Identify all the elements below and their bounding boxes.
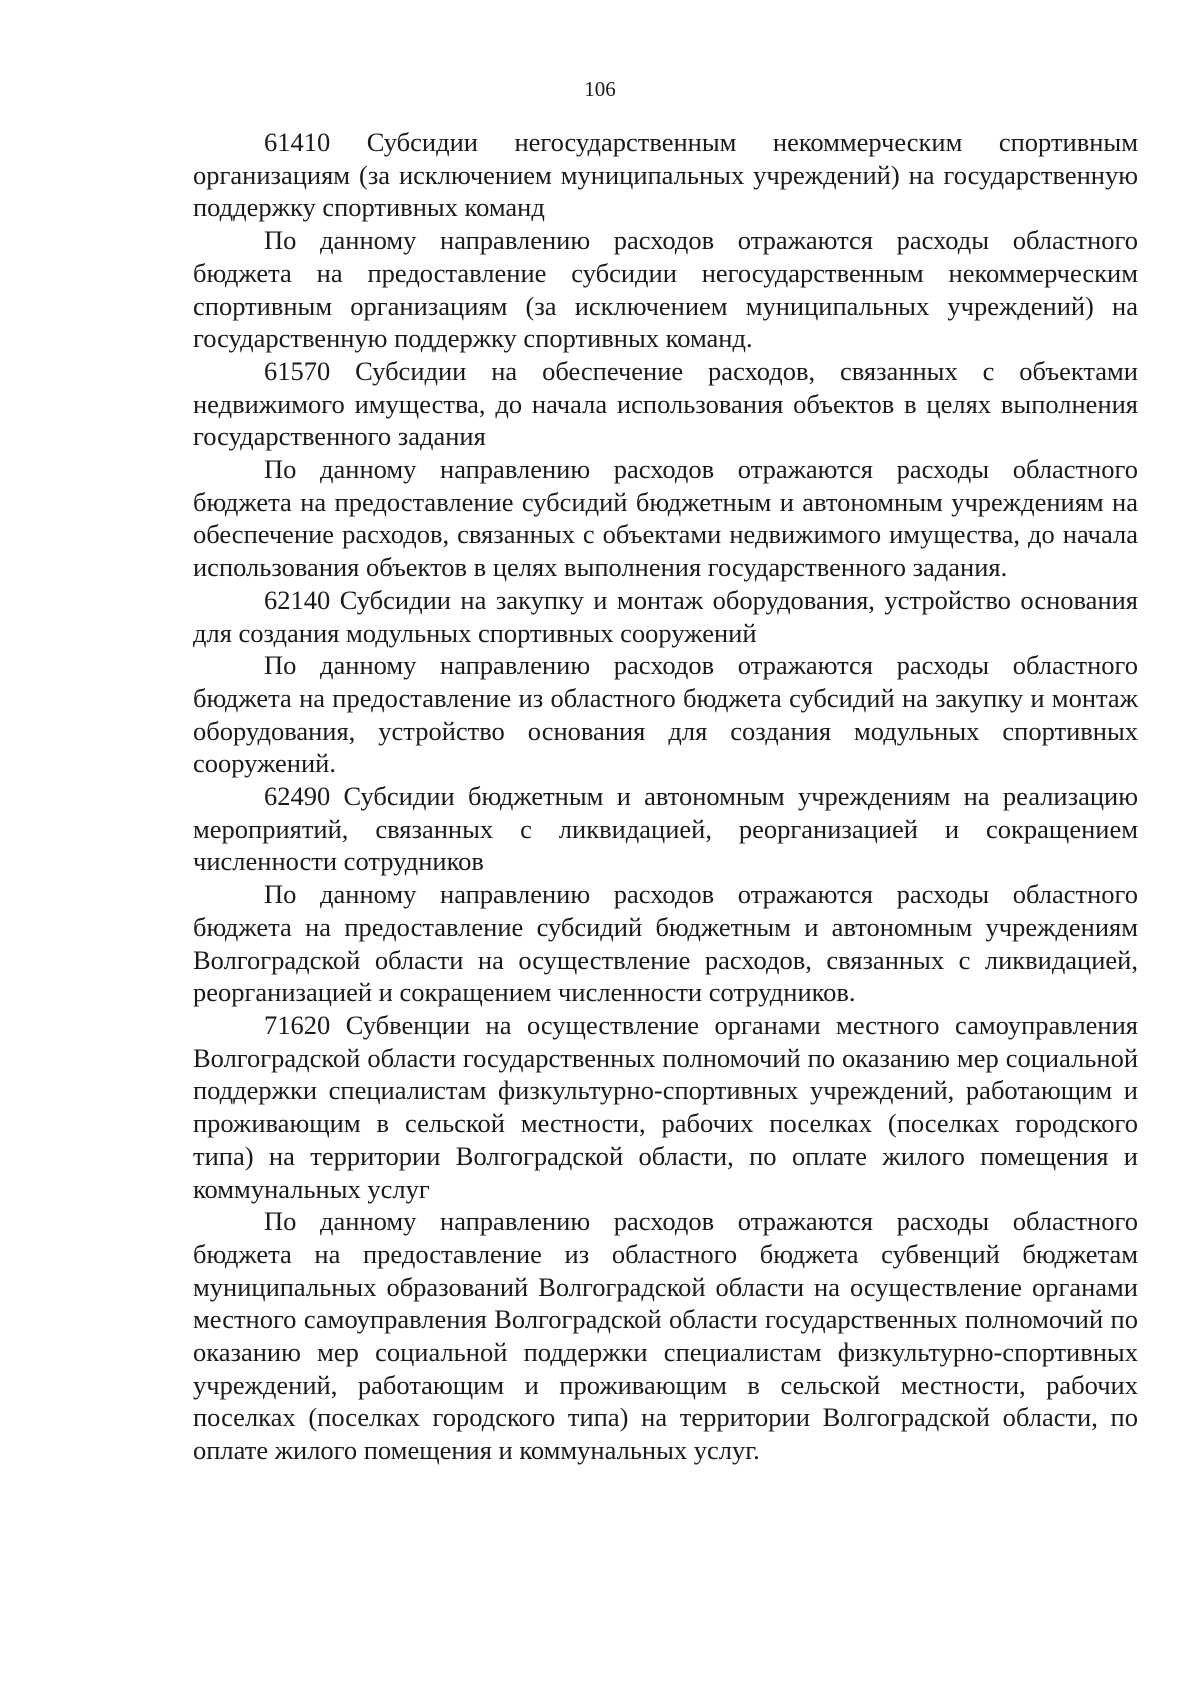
paragraph-62140-description: По данному направлению расходов отражаются расходы областного бюджета на предоставление из областного бюджета субсидий на закупку и монтаж оборудования, устройство основания для создания модульных спортивных сооружений. xyxy=(193,650,1138,779)
paragraph-71620-description: По данному направлению расходов отражаются расходы областного бюджета на предоставление из областного бюджета субвенций бюджетам муниципальных образований Волгоградской области на осуществление органами местного самоуправления Волгоградской области государственных полномочий по оказанию мер социальной поддержки специалистам физкультурно-спортивных учреждений, работающим и проживающим в сельской местности, рабочих поселках (поселках городского типа) на территории Волгоградской области, по оплате жилого помещения и коммунальных услуг. xyxy=(193,1206,1138,1466)
paragraph-62490-heading: 62490 Субсидии бюджетным и автономным учреждениям на реализацию мероприятий, связанных с ликвидацией, реорганизацией и сокращением численности сотрудников xyxy=(193,781,1138,877)
paragraph-62490-description: По данному направлению расходов отражаются расходы областного бюджета на предоставление субсидий бюджетным и автономным учреждениям Волгоградской области на осуществление расходов, связанных с ликвидацией, реорганизацией и сокращением численности сотрудников. xyxy=(193,879,1138,1008)
paragraph-61570-heading: 61570 Субсидии на обеспечение расходов, связанных с объектами недвижимого имущества, до начала использования объектов в целях выполнения государственного задания xyxy=(193,355,1138,452)
page-number: 106 xyxy=(584,77,616,101)
paragraph-62140-heading: 62140 Субсидии на закупку и монтаж оборудования, устройство основания для создания модульных спортивных сооружений xyxy=(193,584,1138,648)
paragraph-61410-heading: 61410 Субсидии негосударственным некоммерческим спортивным организациям (за исключением муниципальных учреждений) на государственную поддержку спортивных команд xyxy=(193,127,1138,223)
paragraph-61410-description: По данному направлению расходов отражаются расходы областного бюджета на предоставление субсидии негосударственным некоммерческим спортивным организациям (за исключением муниципальных учреждений) на государственную поддержку спортивных команд. xyxy=(193,225,1138,354)
paragraph-61570-description: По данному направлению расходов отражаются расходы областного бюджета на предоставление субсидий бюджетным и автономным учреждениям на обеспечение расходов, связанных с объектами недвижимого имущества, до начала использования объектов в целях выполнения государственного задания. xyxy=(193,454,1138,583)
document-body xyxy=(193,126,1138,1467)
paragraph-71620-heading: 71620 Субвенции на осуществление органами местного самоуправления Волгоградской области государственных полномочий по оказанию мер социальной поддержки специалистам физкультурно-спортивных учреждений, работающим и проживающим в сельской местности, рабочих поселках (поселках городского типа) на территории Волгоградской области, по оплате жилого помещения и коммунальных услуг xyxy=(193,1009,1138,1204)
